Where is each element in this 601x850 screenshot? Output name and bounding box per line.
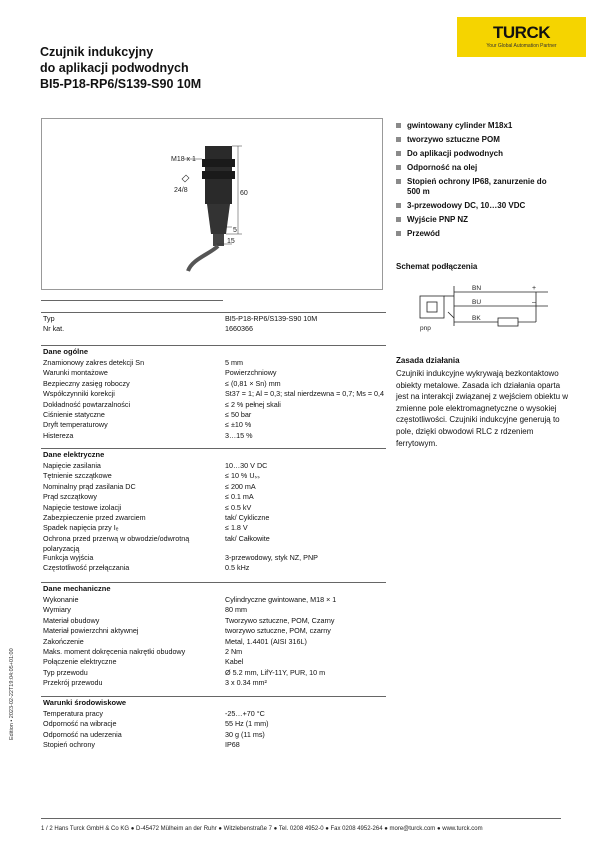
row-value: St37 = 1; Al = 0,3; stal nierdzewna = 0,7; Ms = 0,4 [225,389,385,399]
row-label: Maks. moment dokręcenia nakrętki obudowy [43,647,186,656]
row-value: ≤ 0.1 mA [225,492,254,502]
row-label: Typ przewodu [43,667,88,677]
dimension-drawing-frame [41,118,383,290]
feature-item [396,201,556,211]
feature-item [396,215,556,225]
row-value: 1660366 [225,324,253,333]
section-title: Warunki środowiskowe [43,698,127,707]
divider [41,300,223,301]
row-value: Cylindryczne gwintowane, M18 × 1 [225,595,337,604]
row-value: ≤ ±10 % [225,420,252,430]
row-value: ≤ 200 mA [225,481,256,491]
pnp-label: pnp [420,325,431,332]
product-title [40,44,201,92]
length-60-label: 60 [240,190,248,197]
feature-text: Przewód [407,229,440,238]
feature-item [396,121,556,131]
wiring-diagram [418,282,558,334]
thread-label: M18 x 1 [171,156,196,163]
principle-text: Czujniki indukcyjne wykrywają bezkontaktowo obiekty metalowe. Zasada ich działania oparta jest na interakcji związanej z wejściem obiektu w zmienne pole elektromagnetyczne o wysokiej częstotliwości. Czujniki indukcyjne generują to pole, dzięki obwodowi RLC z rdzeniem ferrytowym. [396,369,569,448]
row-value: -25…+70 °C [225,709,265,718]
row-value: 2 Nm [225,647,243,656]
row-label: Napięcie testowe izolacji [43,502,122,512]
row-value: Powierzchniowy [225,368,277,378]
row-label: Materiał obudowy [43,615,100,625]
row-label: Warunki montażowe [43,368,108,378]
feature-item [396,177,556,197]
row-value: ≤ 10 % Uₛₛ [225,471,260,481]
wrench-size-label: 24/8 [174,187,188,194]
row-label: Współczynniki korekcji [43,389,115,399]
title-line-3: BI5-P18-RP6/S139-S90 10M [40,77,202,91]
feature-text: Do aplikacji podwodnych [407,149,504,158]
edition-stamp: Edition • 2023-02-22T19:04:05+01:00 [9,648,15,740]
row-label: Temperatura pracy [43,709,103,718]
row-value: tworzywo sztuczne, POM, czarny [225,626,331,636]
row-value: ≤ (0,81 × Sn) mm [225,378,281,388]
row-label: Dokładność powtarzalności [43,399,131,409]
row-label: Tętnienie szczątkowe [43,471,112,481]
row-value: Metal, 1.4401 (AISI 316L) [225,636,307,646]
row-label: Odporność na uderzenia [43,729,122,739]
row-label: Nominalny prąd zasilania DC [43,481,136,491]
row-label: Połączenie elektryczne [43,657,117,667]
row-value: 5 mm [225,358,243,367]
row-value: IP68 [225,740,240,750]
feature-text: gwintowany cylinder M18x1 [407,121,513,130]
length-5-label: 5 [233,227,237,234]
wire-bn-label: BN [472,285,482,292]
divider [41,312,386,313]
row-label: Częstotliwość przełączania [43,563,130,573]
row-label: Wymiary [43,605,71,615]
section-title: Dane mechaniczne [43,584,111,593]
row-value: ≤ 0.5 kV [225,502,252,512]
row-value: 3 x 0.34 mm² [225,678,267,688]
principle-title: Zasada działania [396,356,460,365]
feature-text: Stopień ochrony IP68, zanurzenie do 500 m [407,177,547,196]
logo-name: TURCK [493,23,550,42]
wire-bu-label: BU [472,299,482,306]
row-label: Materiał powierzchni aktywnej [43,626,139,636]
row-value: 80 mm [225,605,247,615]
row-value: ≤ 50 bar [225,410,252,419]
footer-divider [41,818,561,819]
row-value: tak/ Całkowite [225,533,270,543]
row-label: Bezpieczny zasięg roboczy [43,378,130,388]
length-15-label: 15 [227,238,235,245]
footer: 1 / 2 Hans Turck GmbH & Co KG ● D-45472 Mülheim an der Ruhr ● Witzlebenstraße 7 ● Tel. 0208 4952-0 ● Fax 0208 4952-264 ● more@turck.com ● www.turck.com [41,826,483,832]
title-line-2: do aplikacji podwodnych [40,61,189,75]
feature-item [396,149,556,159]
plus-label: + [532,285,537,292]
row-label: Zakończenie [43,636,84,646]
divider [41,345,386,346]
divider [41,696,386,697]
row-label: Prąd szczątkowy [43,492,97,502]
row-label: Znamionowy zakres detekcji Sn [43,358,145,367]
row-value: 3…15 % [225,430,253,440]
row-label: Dryft temperaturowy [43,420,108,430]
row-label: Przekrój przewodu [43,678,103,688]
feature-text: 3-przewodowy DC, 10…30 VDC [407,201,526,210]
section-title: Dane elektryczne [43,450,105,459]
title-line-1: Czujnik indukcyjny [40,45,154,59]
row-value: 3-przewodowy, styk NZ, PNP [225,552,318,562]
row-label: Histereza [43,430,74,440]
divider [41,582,386,583]
row-label: Wykonanie [43,595,79,604]
row-label: Nr kat. [43,324,65,333]
row-label: Typ [43,314,55,323]
feature-item [396,163,556,173]
divider [41,448,386,449]
row-label: Ochrona przed przerwą w obwodzie/odwrotną polaryzacją [43,533,190,553]
feature-item [396,229,556,239]
row-label: Stopień ochrony [43,740,95,750]
row-value: 55 Hz (1 mm) [225,719,269,729]
row-value: ≤ 1.8 V [225,523,248,533]
row-value: tak/ Cykliczne [225,513,270,522]
feature-text: Wyjście PNP NZ [407,215,469,224]
wire-bk-label: BK [472,315,481,322]
row-label: Odporność na wibracje [43,719,117,729]
feature-text: tworzywo sztuczne POM [407,135,500,144]
row-value: Ø 5.2 mm, LifY-11Y, PUR, 10 m [225,667,326,677]
row-value: ≤ 2 % pełnej skali [225,399,281,409]
row-value: 30 g (11 ms) [225,729,265,739]
row-value: BI5-P18-RP6/S139-S90 10M [225,314,318,323]
wiring-title: Schemat podłączenia [396,262,478,271]
logo-tagline: Your Global Automation Partner [486,43,557,49]
row-label: Funkcja wyjścia [43,552,94,562]
wrench-icon [182,175,189,182]
feature-item [396,135,556,145]
row-label: Ciśnienie statyczne [43,410,105,419]
row-value: Kabel [225,657,244,667]
minus-label: – [532,299,536,306]
row-value: 0.5 kHz [225,563,250,573]
row-label: Napięcie zasilania [43,461,101,470]
section-title: Dane ogólne [43,347,89,356]
row-label: Zabezpieczenie przed zwarciem [43,513,146,522]
turck-logo [457,17,586,57]
row-value: Tworzywo sztuczne, POM, Czarny [225,615,335,625]
feature-text: Odporność na olej [407,163,478,172]
sensor-dimension-drawing [42,119,382,289]
row-label: Spadek napięcia przy Iₑ [43,523,119,533]
row-value: 10…30 V DC [225,461,268,470]
